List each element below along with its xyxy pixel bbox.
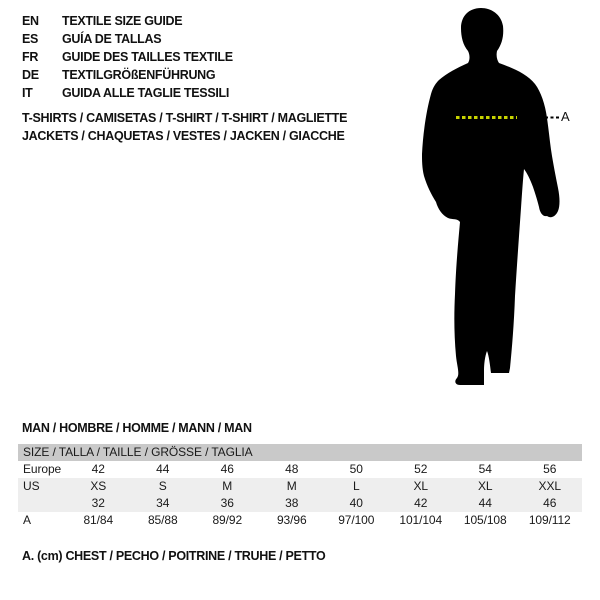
table-cell: 34 bbox=[156, 496, 170, 510]
category-tshirts: T-SHIRTS / CAMISETAS / T-SHIRT / T-SHIRT / MAGLIETTE bbox=[22, 111, 348, 125]
table-cell: XL bbox=[478, 479, 493, 493]
size-table-header: SIZE / TALLA / TAILLE / GRÖSSE / TAGLIA bbox=[18, 444, 582, 461]
language-item bbox=[22, 48, 233, 66]
table-cell: 42 bbox=[414, 496, 428, 510]
table-row-label: Europe bbox=[23, 462, 62, 476]
size-table-body bbox=[18, 461, 582, 529]
table-cell: M bbox=[286, 479, 297, 493]
language-item bbox=[22, 12, 233, 30]
table-row-label bbox=[18, 495, 66, 512]
language-item bbox=[22, 30, 233, 48]
language-item bbox=[22, 84, 233, 102]
table-cell: 40 bbox=[349, 496, 363, 510]
table-cell: XXL bbox=[538, 479, 561, 493]
table-cell: 46 bbox=[220, 462, 234, 476]
table-cell: S bbox=[158, 479, 167, 493]
language-code: FR bbox=[22, 50, 39, 64]
table-cell: 56 bbox=[543, 462, 557, 476]
table-row-label: US bbox=[23, 479, 40, 493]
language-code: DE bbox=[22, 68, 39, 82]
table-cell: 85/88 bbox=[147, 513, 178, 527]
table-cell: 42 bbox=[91, 462, 105, 476]
table-cell: 105/108 bbox=[463, 513, 507, 527]
table-cell: 50 bbox=[349, 462, 363, 476]
language-label: TEXTILE SIZE GUIDE bbox=[62, 14, 183, 28]
table-cell: 44 bbox=[478, 496, 492, 510]
measurement-footnote: A. (cm) CHEST / PECHO / POITRINE / TRUHE / PETTO bbox=[22, 549, 326, 563]
language-label: GUÍA DE TALLAS bbox=[62, 32, 162, 46]
language-code: EN bbox=[22, 14, 39, 28]
table-cell: 44 bbox=[156, 462, 170, 476]
garment-categories bbox=[22, 109, 347, 145]
measure-label-a: A bbox=[561, 109, 570, 124]
language-item bbox=[22, 66, 233, 84]
table-cell: 97/100 bbox=[338, 513, 375, 527]
man-silhouette bbox=[413, 4, 563, 388]
table-row bbox=[18, 478, 582, 495]
language-label: GUIDA ALLE TAGLIE TESSILI bbox=[62, 86, 230, 100]
table-cell: 38 bbox=[285, 496, 299, 510]
table-cell: 48 bbox=[285, 462, 299, 476]
table-cell: 109/112 bbox=[528, 513, 571, 527]
language-list bbox=[22, 12, 233, 102]
table-cell: 93/96 bbox=[276, 513, 307, 527]
table-row bbox=[18, 512, 582, 529]
category-jackets: JACKETS / CHAQUETAS / VESTES / JACKEN / GIACCHE bbox=[22, 129, 345, 143]
language-label: TEXTILGRÖßENFÜHRUNG bbox=[62, 68, 216, 82]
size-table bbox=[18, 444, 582, 529]
table-cell: 54 bbox=[478, 462, 492, 476]
table-cell: 32 bbox=[91, 496, 105, 510]
section-heading-man: MAN / HOMBRE / HOMME / MANN / MAN bbox=[22, 421, 252, 435]
table-cell: M bbox=[222, 479, 233, 493]
man-silhouette-shape bbox=[422, 8, 560, 385]
table-cell: 52 bbox=[414, 462, 428, 476]
table-cell: 89/92 bbox=[212, 513, 243, 527]
language-code: ES bbox=[22, 32, 39, 46]
table-cell: L bbox=[352, 479, 360, 493]
table-row-label: A bbox=[23, 513, 31, 527]
table-cell: 101/104 bbox=[399, 513, 443, 527]
language-code: IT bbox=[22, 86, 33, 100]
table-cell: 36 bbox=[220, 496, 234, 510]
language-label: GUIDE DES TAILLES TEXTILE bbox=[62, 50, 233, 64]
table-cell: XL bbox=[413, 479, 428, 493]
table-cell: XS bbox=[90, 479, 107, 493]
table-cell: 81/84 bbox=[83, 513, 114, 527]
table-row bbox=[18, 495, 582, 512]
table-cell: 46 bbox=[543, 496, 557, 510]
table-row bbox=[18, 461, 582, 478]
